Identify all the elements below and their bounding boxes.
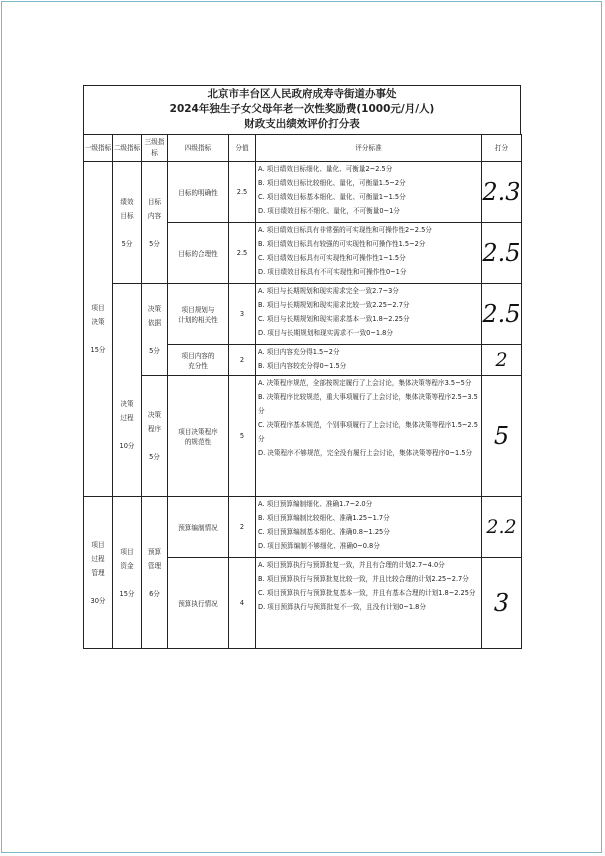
indicator-name: 项目决策程序 的规范性 <box>168 376 229 497</box>
table-header-row <box>84 135 522 162</box>
level2-process: 决策 过程 10分 <box>113 284 142 497</box>
level2-goals: 绩效 目标 5分 <box>113 162 142 284</box>
table-row <box>84 284 522 345</box>
indicator-name: 目标的合理性 <box>168 223 229 284</box>
handwritten-score: 2.2 <box>482 497 522 558</box>
table-row <box>84 162 522 223</box>
indicator-name: 预算编制情况 <box>168 497 229 558</box>
indicator-weight: 2.5 <box>229 162 256 223</box>
indicator-name: 目标的明确性 <box>168 162 229 223</box>
criteria-cell: A. 项目预算编制细化、准确1.7~2.0分 B. 项目预算编制比较细化、准确1.25~1.7分 C. 项目预算编制基本细化、准确0.8~1.25分 D. 项目预算编制不够细化、准确0~0.8分 <box>256 497 482 558</box>
indicator-name: 项目内容的 充分性 <box>168 345 229 376</box>
indicator-weight: 2.5 <box>229 223 256 284</box>
handwritten-score: 2 <box>482 345 522 376</box>
indicator-name: 项目规划与 计划的相关性 <box>168 284 229 345</box>
level3-procedure: 决策 程序 5分 <box>142 376 168 497</box>
header-level4: 四级指标 <box>168 135 229 162</box>
level1-decision: 项目 决策 15分 <box>84 162 113 497</box>
level3-content: 目标 内容 5分 <box>142 162 168 284</box>
score-sheet <box>83 85 521 649</box>
handwritten-score: 2.5 <box>482 223 522 284</box>
table-row <box>84 497 522 558</box>
handwritten-score: 2.5 <box>482 284 522 345</box>
indicator-weight: 5 <box>229 376 256 497</box>
criteria-cell: A. 项目预算执行与预算批复一致，并且有合理的计划2.7~4.0分 B. 项目预算执行与预算批复比较一致，并且比较合理的计划2.25~2.7分 C. 项目预算执行与预算批复基本一致，并且有基本合理的计划1.8~2.25分 D. 项目预算执行与预算批复不一致，且没有计划0~1.8分 <box>256 558 482 649</box>
header-level1: 一级指标 <box>84 135 113 162</box>
level1-management: 项目 过程 管理 30分 <box>84 497 113 649</box>
level2-funds: 项目 资金 15分 <box>113 497 142 649</box>
indicator-weight: 3 <box>229 284 256 345</box>
header-criteria: 评分标准 <box>256 135 482 162</box>
criteria-cell: A. 项目与长期规划和现实需求完全一致2.7~3分 B. 项目与长期规划和现实需求比较一致2.25~2.7分 C. 项目与长期规划和现实需求基本一致1.8~2.25分 D. 项目与长期规划和现实需求不一致0~1.8分 <box>256 284 482 345</box>
indicator-weight: 2 <box>229 497 256 558</box>
header-score: 打分 <box>482 135 522 162</box>
criteria-cell: A. 项目绩效目标具有非常强的可实现性和可操作性2~2.5分 B. 项目绩效目标具有较强的可实现性和可操作性1.5~2分 C. 项目绩效目标具有可实现性和可操作性1~1.5分 D. 项目绩效目标具有不可实现性和可操作性0~1分 <box>256 223 482 284</box>
criteria-cell: A. 项目内容充分得1.5~2分 B. 项目内容较充分得0~1.5分 <box>256 345 482 376</box>
indicator-weight: 2 <box>229 345 256 376</box>
header-level2: 二级指标 <box>113 135 142 162</box>
handwritten-score: 5 <box>482 376 522 497</box>
handwritten-score: 2.3 <box>482 162 522 223</box>
criteria-cell: A. 项目绩效目标细化、量化、可衡量2~2.5分 B. 项目绩效目标比较细化、量化，可衡量1.5~2分 C. 项目绩效目标基本细化、量化、可衡量1~1.5分 D. 项目绩效目标不细化、量化，不可衡量0~1分 <box>256 162 482 223</box>
title-line-2: 2024年独生子女父母年老一次性奖励费(1000元/月/人) <box>169 103 435 115</box>
title-line-3: 财政支出绩效评价打分表 <box>244 118 360 130</box>
indicator-name: 预算执行情况 <box>168 558 229 649</box>
indicator-weight: 4 <box>229 558 256 649</box>
header-level3: 三级指标 <box>142 135 168 162</box>
evaluation-table <box>83 134 522 649</box>
table-row <box>84 376 522 497</box>
handwritten-score: 3 <box>482 558 522 649</box>
level3-budget: 预算 管理 6分 <box>142 497 168 649</box>
header-weight: 分值 <box>229 135 256 162</box>
criteria-cell: A. 决策程序规范，全部按规定履行了上会讨论，集体决策等程序3.5~5分 B. 决策程序比较规范，重大事项履行了上会讨论，集体决策等程序2.5~3.5分 C. 决策程序基本规范，个别事项履行了上会讨论，集体决策等程序1.5~2.5分 D. 决策程序不够规范，完全没有履行上会讨论，集体决策等程序0~1.5分 <box>256 376 482 497</box>
level3-basis: 决策 依据 5分 <box>142 284 168 376</box>
title-line-1: 北京市丰台区人民政府成寿寺街道办事处 <box>207 88 397 100</box>
document-title <box>83 85 521 134</box>
